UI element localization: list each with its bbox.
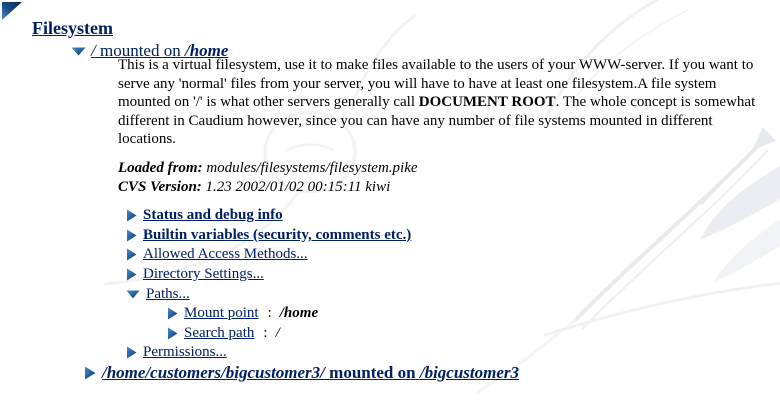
tree-row-directory-settings: [126, 265, 411, 285]
mount-path: /home: [184, 41, 229, 60]
triangle-right-icon[interactable]: [126, 209, 137, 222]
triangle-right-icon[interactable]: [167, 327, 178, 340]
search-path-value: /: [275, 324, 280, 341]
cvs-version-label: CVS Version:: [118, 178, 202, 195]
mount-prefix: /: [91, 41, 96, 60]
loaded-from-value: modules/filesystems/filesystem.pike: [206, 160, 418, 176]
triangle-right-icon[interactable]: [126, 268, 137, 281]
separator: :: [263, 324, 268, 341]
tree-row-permissions: [126, 343, 411, 363]
triangle-right-icon[interactable]: [126, 346, 137, 359]
triangle-right-icon[interactable]: [167, 307, 178, 320]
tree-row-mount-point: [167, 304, 411, 324]
triangle-right-icon[interactable]: [126, 229, 137, 242]
mounted-on-text: mounted on: [99, 41, 181, 60]
triangle-down-icon[interactable]: [126, 290, 140, 299]
separator: :: [267, 305, 272, 322]
cvs-version-line: [118, 178, 418, 197]
tree-row-status: [126, 206, 411, 226]
module-meta: [118, 159, 418, 196]
cvs-version-value: 1.23 2002/01/02 00:15:11 kiwi: [205, 178, 391, 195]
triangle-right-icon[interactable]: [84, 366, 96, 380]
mount-point-value: /home: [279, 305, 319, 322]
second-module-link[interactable]: [102, 363, 519, 383]
second-module-row: [84, 363, 519, 383]
directory-settings-link[interactable]: Directory Settings...: [143, 266, 264, 283]
search-path-link[interactable]: Search path: [184, 324, 255, 341]
tree-row-builtin: [126, 226, 411, 246]
module-mount-path: /bigcustomer3: [419, 363, 520, 382]
triangle-down-icon[interactable]: [71, 47, 86, 56]
loaded-from-line: [118, 159, 418, 178]
module-settings-tree: [126, 206, 411, 363]
builtin-variables-link[interactable]: Builtin variables (security, comments etc.): [143, 226, 412, 243]
permissions-link[interactable]: Permissions...: [143, 344, 227, 361]
allowed-access-methods-link[interactable]: Allowed Access Methods...: [143, 246, 308, 263]
corner-triangle-icon: [0, 0, 26, 24]
filesystem-link[interactable]: Filesystem: [32, 18, 113, 38]
loaded-from-label: Loaded from:: [118, 160, 203, 176]
module-description: This is a virtual filesystem, use it to make files available to the users of your WWW-server. If you want to serve any 'normal' files from your server, you will have to have at least one filesystem.A file system mounted on '/' is what other servers generally call DOCUMENT ROOT. The whole concept is somewhat different in Caudium however, since you can have any number of file systems mounted in different locations.: [118, 57, 756, 147]
paths-link[interactable]: Paths...: [146, 285, 190, 302]
tree-row-search-path: [167, 324, 411, 344]
module-path: /home/customers/bigcustomer3/: [102, 363, 325, 382]
status-debug-link[interactable]: Status and debug info: [143, 207, 283, 224]
document-root-emphasis: DOCUMENT ROOT: [418, 94, 556, 110]
mounted-on-text: mounted on: [329, 363, 416, 382]
triangle-right-icon[interactable]: [126, 248, 137, 261]
tree-row-allowed-access: [126, 245, 411, 265]
mount-point-link[interactable]: Mount point: [184, 305, 259, 322]
tree-row-paths: [126, 284, 411, 304]
